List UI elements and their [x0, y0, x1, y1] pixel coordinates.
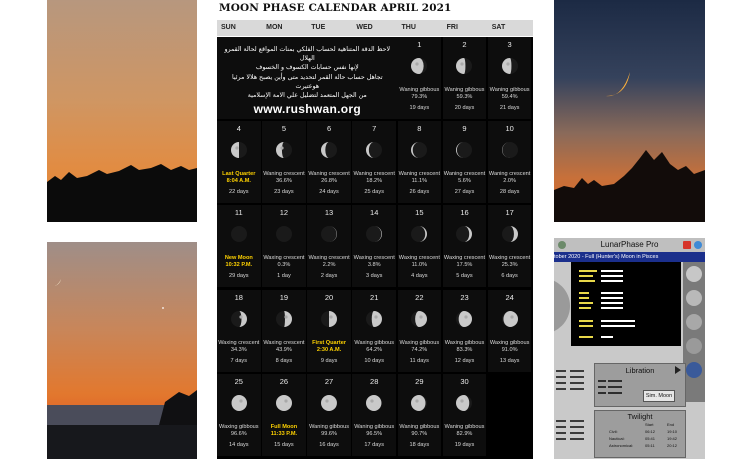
illumination-value: 5.6%: [458, 178, 471, 185]
twilight-row-start: 06:12: [645, 429, 656, 434]
day-number: 16: [460, 208, 469, 218]
phase-label: Waxing gibbous: [219, 423, 259, 430]
arabic-line: لاحظ الدقة المتناهية لحساب الفلكي بمنات المواقع لحالة القمرو الهلال: [224, 46, 391, 63]
moon-phase-icon: [320, 394, 338, 412]
phase-label: Waning crescent: [263, 171, 305, 178]
day-number: 6: [326, 124, 332, 134]
day-cell: [443, 37, 487, 119]
moon-phase-icon: [410, 310, 428, 328]
phase-label: Waning crescent: [398, 171, 441, 178]
moon-age: 28 days: [499, 189, 520, 196]
left-readouts: [556, 366, 590, 452]
day-cell: [217, 121, 261, 203]
day-number: 29: [415, 376, 424, 386]
illumination-value: 18.2%: [366, 178, 383, 185]
illumination-value: 26.8%: [321, 178, 337, 185]
day-number: 27: [324, 376, 334, 386]
sim-moon-button[interactable]: Sim. Moon: [643, 390, 675, 402]
moon-phase-icon: [275, 225, 293, 243]
illumination-value: 8:04 A.M.: [226, 178, 251, 185]
weekday-thu: THU: [401, 24, 416, 31]
moon-phase-icon: [455, 141, 473, 159]
phase-label: Waxing crescent: [263, 339, 305, 346]
libration-label: Libration: [625, 366, 655, 375]
day-number: 3: [507, 40, 512, 49]
arabic-line: لإنها نفس حسابات الكسوف و الخسوف: [255, 64, 359, 72]
illumination-value: 90.7%: [411, 430, 428, 437]
twilight-row-label: Civil:: [609, 429, 618, 434]
moon-phase-icon: [455, 394, 473, 412]
twilight-col-end: End: [667, 422, 675, 427]
moon-age: 4 days: [411, 273, 428, 280]
moon-age: 9 days: [320, 357, 338, 364]
weekday-sun: SUN: [221, 24, 236, 31]
app-title: LunarPhase Pro: [600, 240, 659, 249]
arabic-line: من الجهل المتعمد لتضليل علي الامة الإسلامية: [247, 92, 367, 100]
day-cell: [488, 290, 532, 372]
calendar-grid: [217, 37, 533, 459]
day-number: 15: [415, 208, 424, 218]
day-cell: [398, 205, 442, 287]
illumination-value: 2:30 A.M.: [316, 346, 342, 353]
play-icon[interactable]: [675, 366, 681, 374]
moon-phase-icon: [230, 394, 248, 412]
day-cell: [307, 290, 351, 372]
day-cell: [262, 121, 306, 203]
website-link[interactable]: www.rushwan.org: [253, 102, 361, 116]
calendar-title: MOON PHASE CALENDAR APRIL 2021: [219, 2, 452, 14]
moon-data-panel: [571, 262, 681, 346]
phase-label: Waxing crescent: [353, 255, 395, 262]
day-cell: [262, 374, 306, 456]
day-cell: [488, 37, 532, 119]
twilight-row-label: Nautical:: [609, 436, 625, 441]
day-number: 14: [370, 208, 379, 218]
twilight-panel: [594, 410, 686, 458]
illumination-value: 59.4%: [501, 94, 518, 100]
moon-phase-icon: [320, 141, 338, 159]
day-number: 10: [505, 124, 514, 134]
moon-age: 5 days: [456, 273, 473, 280]
phase-label: Waning gibbous: [444, 423, 485, 430]
day-cell: [443, 374, 487, 456]
moon-phase-icon: [410, 141, 428, 159]
moon-phase-icon: [365, 310, 383, 328]
phase-label: Waxing gibbous: [489, 339, 530, 346]
moon-age: 7 days: [230, 357, 248, 364]
moon-phase-calendar: [217, 0, 533, 459]
moon-age: 20 days: [454, 105, 475, 111]
day-number: 13: [324, 208, 334, 218]
moon-phase-icon: [455, 57, 473, 75]
day-number: 20: [324, 292, 334, 302]
moon-phase-icon: [501, 57, 519, 75]
day-cell: [352, 374, 396, 456]
day-cell: [352, 290, 396, 372]
moon-age: 23 days: [274, 189, 294, 196]
moon-age: 2 days: [320, 273, 338, 280]
moon-phase-icon: [410, 57, 428, 75]
moon-age: 16 days: [319, 441, 339, 448]
moon-age: 15 days: [274, 441, 294, 448]
phase-label: Waxing gibbous: [444, 339, 485, 346]
illumination-value: 74.2%: [411, 346, 428, 353]
day-number: 25: [234, 376, 243, 386]
phase-label: Waning gibbous: [444, 87, 485, 93]
illumination-value: 82.9%: [456, 430, 473, 437]
day-number: 19: [279, 292, 289, 302]
day-cell: [398, 290, 442, 372]
illumination-value: 99.6%: [321, 430, 337, 437]
moon-phase-icon: [365, 394, 383, 412]
moon-phase-icon: [501, 225, 519, 243]
illumination-value: 2.0%: [503, 178, 516, 185]
moon-photo: [554, 266, 570, 346]
day-cell: [398, 374, 442, 456]
arabic-note: [223, 45, 392, 100]
day-number: 7: [372, 124, 377, 134]
app-titlebar: [554, 238, 705, 252]
illumination-value: 0.3%: [277, 262, 291, 269]
day-cell: [217, 290, 261, 372]
weekday-fri: FRI: [446, 24, 458, 31]
moon-age: 13 days: [499, 357, 520, 364]
moon-phase-icon: [365, 141, 383, 159]
moon-phase-icon: [501, 310, 519, 328]
day-cell: [398, 121, 442, 203]
day-number: 8: [417, 124, 422, 134]
day-cell: [217, 205, 261, 287]
phase-label: Waxing crescent: [398, 255, 440, 262]
arabic-line: تجاهل حساب حالة القمر لتحديد متى وأين يصبح هلالا مرئيا هوعتيرت: [231, 73, 383, 90]
illumination-value: 11.0%: [411, 262, 428, 269]
weekday-mon: MON: [266, 24, 283, 31]
moon-age: 19 days: [454, 441, 475, 448]
phase-label: Waxing gibbous: [354, 339, 394, 346]
moon-phase-icon: [410, 394, 428, 412]
moon-phase-icon: [455, 225, 473, 243]
day-cell: [262, 205, 306, 287]
phase-label: Waning gibbous: [309, 423, 350, 430]
app-subtitle: tober 2020 - Full (Hunter's) Moon in Pisces: [554, 252, 705, 262]
moon-data-readout: [571, 262, 681, 346]
moon-age: 10 days: [364, 357, 384, 364]
twilight-label: Twilight: [627, 412, 653, 421]
day-cell: [443, 205, 487, 287]
moon-age: 21 days: [499, 105, 520, 111]
photo-sea-crescent: [47, 242, 197, 459]
phase-label: Waning gibbous: [399, 87, 440, 93]
moon-age: 3 days: [365, 273, 383, 280]
phase-label: Waning crescent: [308, 171, 350, 178]
day-number: 30: [460, 376, 469, 386]
day-cell: [352, 121, 396, 203]
illumination-value: 64.2%: [366, 346, 383, 353]
phase-label: New Moon: [224, 255, 253, 262]
day-number: 2: [462, 40, 467, 49]
moon-phase-icon: [501, 141, 519, 159]
day-number: 28: [370, 376, 379, 386]
close-icon[interactable]: [683, 241, 691, 249]
day-cell: [488, 205, 532, 287]
weekday-tue: TUE: [311, 24, 326, 31]
phase-label: Waxing gibbous: [399, 339, 440, 346]
day-number: 5: [281, 124, 286, 134]
moon-phase-icon: [275, 141, 293, 159]
day-cell: [398, 37, 442, 119]
phase-label: Waxing crescent: [489, 255, 531, 262]
moon-age: 22 days: [229, 189, 249, 196]
twilight-row-end: 19:42: [667, 436, 678, 441]
phase-label: Waxing crescent: [443, 255, 486, 262]
day-number: 4: [236, 124, 241, 134]
phase-label: Waning gibbous: [354, 423, 395, 430]
day-number: 22: [415, 292, 424, 302]
day-cell: [262, 290, 306, 372]
photo-sunset-trees: [47, 0, 197, 222]
moon-age: 29 days: [229, 273, 249, 280]
phase-label: Last Quarter: [222, 171, 256, 178]
twilight-row-end: 19:10: [667, 429, 678, 434]
day-cell: [217, 374, 261, 456]
moon-phase-icon: [275, 310, 293, 328]
moon-phase-icon: [320, 310, 338, 328]
moon-age: 25 days: [364, 189, 384, 196]
day-number: 17: [505, 208, 514, 218]
phase-label: First Quarter: [312, 339, 346, 346]
moon-phase-icon: [320, 225, 338, 243]
phase-thumbnails: [683, 262, 705, 402]
day-cell: [488, 121, 532, 203]
illumination-value: 36.6%: [275, 178, 292, 185]
moon-phase-icon: [365, 225, 383, 243]
illumination-value: 96.5%: [366, 430, 383, 437]
moon-phase-icon: [230, 310, 248, 328]
phase-label: Waning crescent: [488, 171, 531, 178]
twilight-row-label: Astronomical:: [609, 443, 634, 448]
libration-panel: [594, 363, 686, 407]
twilight-row-end: 20:12: [667, 443, 678, 448]
day-cell: [352, 205, 396, 287]
phase-label: Full Moon: [270, 423, 298, 430]
day-number: 18: [234, 292, 243, 302]
twilight-col-start: Start: [645, 422, 654, 427]
day-cell: [307, 374, 351, 456]
twilight-row-start: 05:11: [645, 443, 655, 448]
moon-age: 27 days: [454, 189, 475, 196]
phase-label: Waxing crescent: [218, 339, 260, 346]
photo-dusk-crescent: [554, 0, 705, 222]
day-number: 24: [505, 292, 514, 302]
illumination-value: 11.1%: [411, 178, 428, 185]
moon-age: 18 days: [409, 441, 430, 448]
illumination-value: 43.9%: [275, 346, 292, 353]
illumination-value: 11:33 P.M.: [270, 430, 298, 437]
lunarphase-pro-window: [554, 238, 705, 459]
moon-age: 26 days: [409, 189, 430, 196]
moon-age: 12 days: [454, 357, 475, 364]
illumination-value: 83.3%: [456, 346, 473, 353]
weekday-sat: SAT: [491, 24, 506, 31]
illumination-value: 59.3%: [456, 94, 473, 100]
phase-label: Waning gibbous: [489, 87, 530, 93]
phase-label: Waning gibbous: [399, 423, 440, 430]
moon-age: 1 day: [277, 273, 291, 280]
moon-age: 11 days: [409, 357, 429, 364]
day-number: 1: [417, 40, 422, 49]
illumination-value: 17.5%: [456, 262, 473, 269]
day-number: 11: [234, 208, 243, 218]
libration-values: [598, 378, 642, 398]
moon-age: 17 days: [364, 441, 384, 448]
phase-label: Waxing crescent: [308, 255, 350, 262]
day-cell: [307, 121, 351, 203]
moon-age: 6 days: [501, 273, 518, 280]
illumination-value: 2.2%: [322, 262, 336, 269]
moon-age: 24 days: [319, 189, 339, 196]
illumination-value: 34.3%: [230, 346, 247, 353]
moon-phase-icon: [230, 225, 248, 243]
illumination-value: 10:32 P.M.: [225, 262, 253, 269]
day-number: 12: [279, 208, 289, 218]
day-number: 9: [462, 124, 467, 134]
phase-label: Waning crescent: [353, 171, 395, 178]
day-number: 23: [460, 292, 469, 302]
intro-cell: [217, 37, 398, 119]
twilight-row-start: 05:41: [645, 436, 656, 441]
weekday-wed: WED: [356, 24, 373, 31]
illumination-value: 91.0%: [501, 346, 518, 353]
moon-age: 19 days: [409, 105, 430, 111]
illumination-value: 3.8%: [367, 262, 381, 269]
moon-age: 14 days: [229, 441, 249, 448]
day-cell: [307, 205, 351, 287]
help-icon[interactable]: [694, 241, 702, 249]
day-cell: [443, 121, 487, 203]
illumination-value: 25.3%: [501, 262, 518, 269]
day-number: 26: [279, 376, 289, 386]
moon-phase-icon: [410, 225, 428, 243]
moon-age: 8 days: [275, 357, 293, 364]
moon-phase-icon: [275, 394, 293, 412]
phase-label: Waxing crescent: [263, 255, 305, 262]
day-number: 21: [370, 292, 379, 302]
moon-phase-icon: [230, 141, 248, 159]
phase-label: Waning crescent: [443, 171, 486, 178]
illumination-value: 79.3%: [411, 94, 428, 100]
day-cell: [443, 290, 487, 372]
illumination-value: 96.6%: [230, 430, 247, 437]
weekday-header: [217, 20, 533, 36]
moon-phase-icon: [455, 310, 473, 328]
